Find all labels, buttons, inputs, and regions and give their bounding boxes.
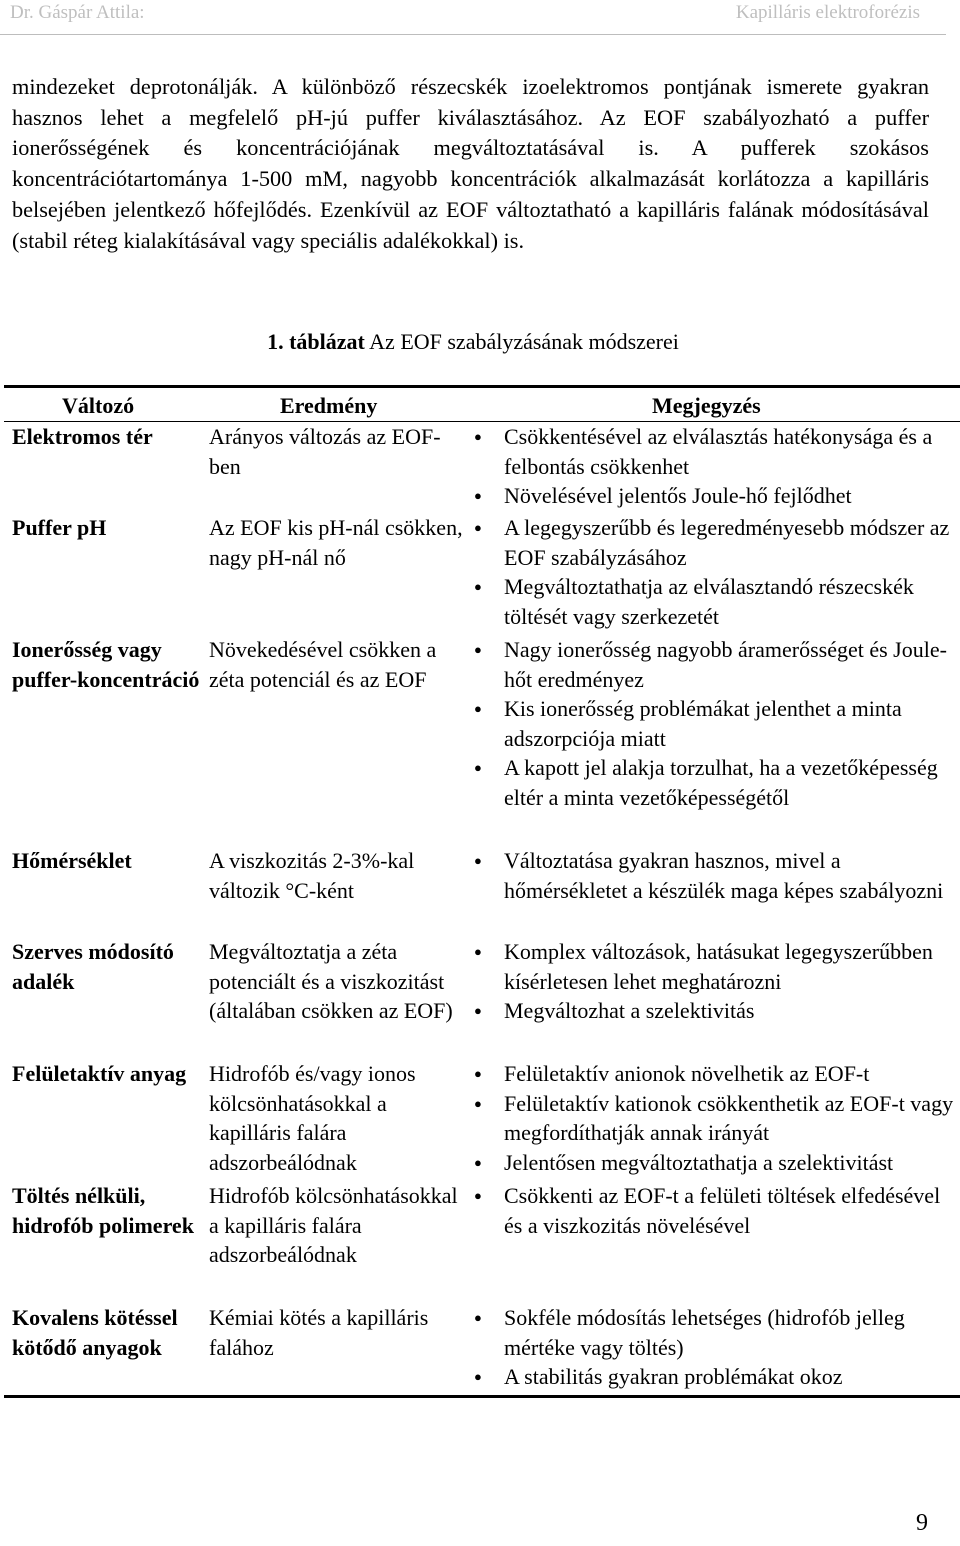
row-result: Kémiai kötés a kapilláris falához <box>209 1305 429 1360</box>
header-author: Dr. Gáspár Attila: <box>10 2 145 23</box>
note-item: ● Nagy ionerősség nagyobb áramerősséget és Joule-hőt eredményez <box>474 635 960 694</box>
table-caption <box>0 328 946 356</box>
note-item: ● Jelentősen megváltoztathatja a szelektivitást <box>474 1148 960 1178</box>
row-result: Hidrofób kölcsönhatásokkal a kapilláris falára adszorbeálódnak <box>209 1183 458 1267</box>
row-variable: Elektromos tér <box>12 424 153 449</box>
column-header-notes: Megjegyzés <box>652 393 761 418</box>
note-item: ● Növelésével jelentős Joule-hő fejlődhet <box>474 481 960 511</box>
note-item: ● A stabilitás gyakran problémákat okoz <box>474 1362 960 1392</box>
row-variable: Töltés nélküli, hidrofób polimerek <box>12 1183 194 1238</box>
note-item: ● Megváltozhat a szelektivitás <box>474 996 960 1026</box>
row-notes <box>474 635 960 812</box>
row-notes <box>474 937 960 1026</box>
note-item: ● Csökkenti az EOF-t a felületi töltések elfedésével és a viszkozitás növelésével <box>474 1181 960 1240</box>
running-header <box>0 0 960 36</box>
column-header-variable: Változó <box>62 393 135 418</box>
table-row <box>4 1181 960 1303</box>
note-item: ● Csökkentésével az elválasztás hatékonysága és a felbontás csökkenhet <box>474 422 960 481</box>
row-variable: Ionerősség vagy puffer-koncentráció <box>12 637 200 692</box>
table-row <box>4 513 960 635</box>
row-variable: Kovalens kötéssel kötődő anyagok <box>12 1305 178 1360</box>
table-row <box>4 635 960 846</box>
page-number: 9 <box>916 1510 928 1536</box>
row-variable: Puffer pH <box>12 515 107 540</box>
note-item: ● Felületaktív kationok csökkenthetik az EOF-t vagy megfordíthatják annak irányát <box>474 1089 960 1148</box>
row-result: A viszkozitás 2-3%-kal változik °C-ként <box>209 848 415 903</box>
note-item: ● A legegyszerűbb és legeredményesebb módszer az EOF szabályzásához <box>474 513 960 572</box>
row-variable: Felületaktív anyag <box>12 1061 187 1086</box>
table-header-row <box>4 388 960 422</box>
note-item: ● Felületaktív anionok növelhetik az EOF-t <box>474 1059 960 1089</box>
row-notes <box>474 513 960 631</box>
table-row <box>4 1303 960 1395</box>
table-row <box>4 1059 960 1181</box>
row-notes <box>474 1181 960 1240</box>
column-header-result: Eredmény <box>280 393 378 418</box>
row-notes <box>474 422 960 511</box>
note-item: ● Kis ionerősség problémákat jelenthet a minta adszorpciója miatt <box>474 694 960 753</box>
row-notes <box>474 846 960 905</box>
row-variable: Hőmérséklet <box>12 848 132 873</box>
note-item: ● Megváltoztathatja az elválasztandó részecskék töltését vagy szerkezetét <box>474 572 960 631</box>
note-item: ● Sokféle módosítás lehetséges (hidrofób jelleg mértéke vagy töltés) <box>474 1303 960 1362</box>
table-row <box>4 937 960 1059</box>
note-item: ● A kapott jel alakja torzulhat, ha a vezetőképesség eltér a minta vezetőképességétől <box>474 753 960 812</box>
row-result: Az EOF kis pH-nál csökken, nagy pH-nál nő <box>209 515 463 570</box>
header-rule <box>0 34 946 35</box>
table-row <box>4 422 960 513</box>
row-notes <box>474 1303 960 1392</box>
eof-methods-table <box>4 385 960 1398</box>
header-title: Kapilláris elektroforézis <box>735 2 920 23</box>
row-notes <box>474 1059 960 1177</box>
row-result: Növekedésével csökken a zéta potenciál és az EOF <box>209 637 437 692</box>
row-result: Arányos változás az EOF-ben <box>209 424 441 479</box>
body-paragraph: mindezeket deprotonálják. A különböző részecskék izoelektromos pontjának ismerete gyakran hasznos lehet a megfelelő pH-jú puffer kiválasztásához. Az EOF szabályozható a puffer ionerősségének és koncentrációjának megváltoztatásával is. A pufferek szokásos koncentrációtartománya 1-500 mM, nagyobb koncentrációk alkalmazását korlátozza a kapilláris belsejében jelentkező hőfejlődés. Ezenkívül az EOF változtatható a kapilláris falának módosításával (stabil réteg kialakításával vagy speciális adalékokkal) is. <box>12 74 929 253</box>
table-row <box>4 846 960 937</box>
table-caption-label: 1. táblázat <box>267 329 365 354</box>
row-result: Megváltoztatja a zéta potenciált és a viszkozitást (általában csökken az EOF) <box>209 939 453 1023</box>
note-item: ● Komplex változások, hatásukat legegyszerűbben kísérletesen lehet meghatározni <box>474 937 960 996</box>
row-result: Hidrofób és/vagy ionos kölcsönhatásokkal a kapilláris falára adszorbeálódnak <box>209 1061 416 1175</box>
table-caption-text: Az EOF szabályzásának módszerei <box>364 329 679 354</box>
row-variable: Szerves módosító adalék <box>12 939 174 994</box>
note-item: ● Változtatása gyakran hasznos, mivel a hőmérsékletet a készülék maga képes szabályozni <box>474 846 960 905</box>
